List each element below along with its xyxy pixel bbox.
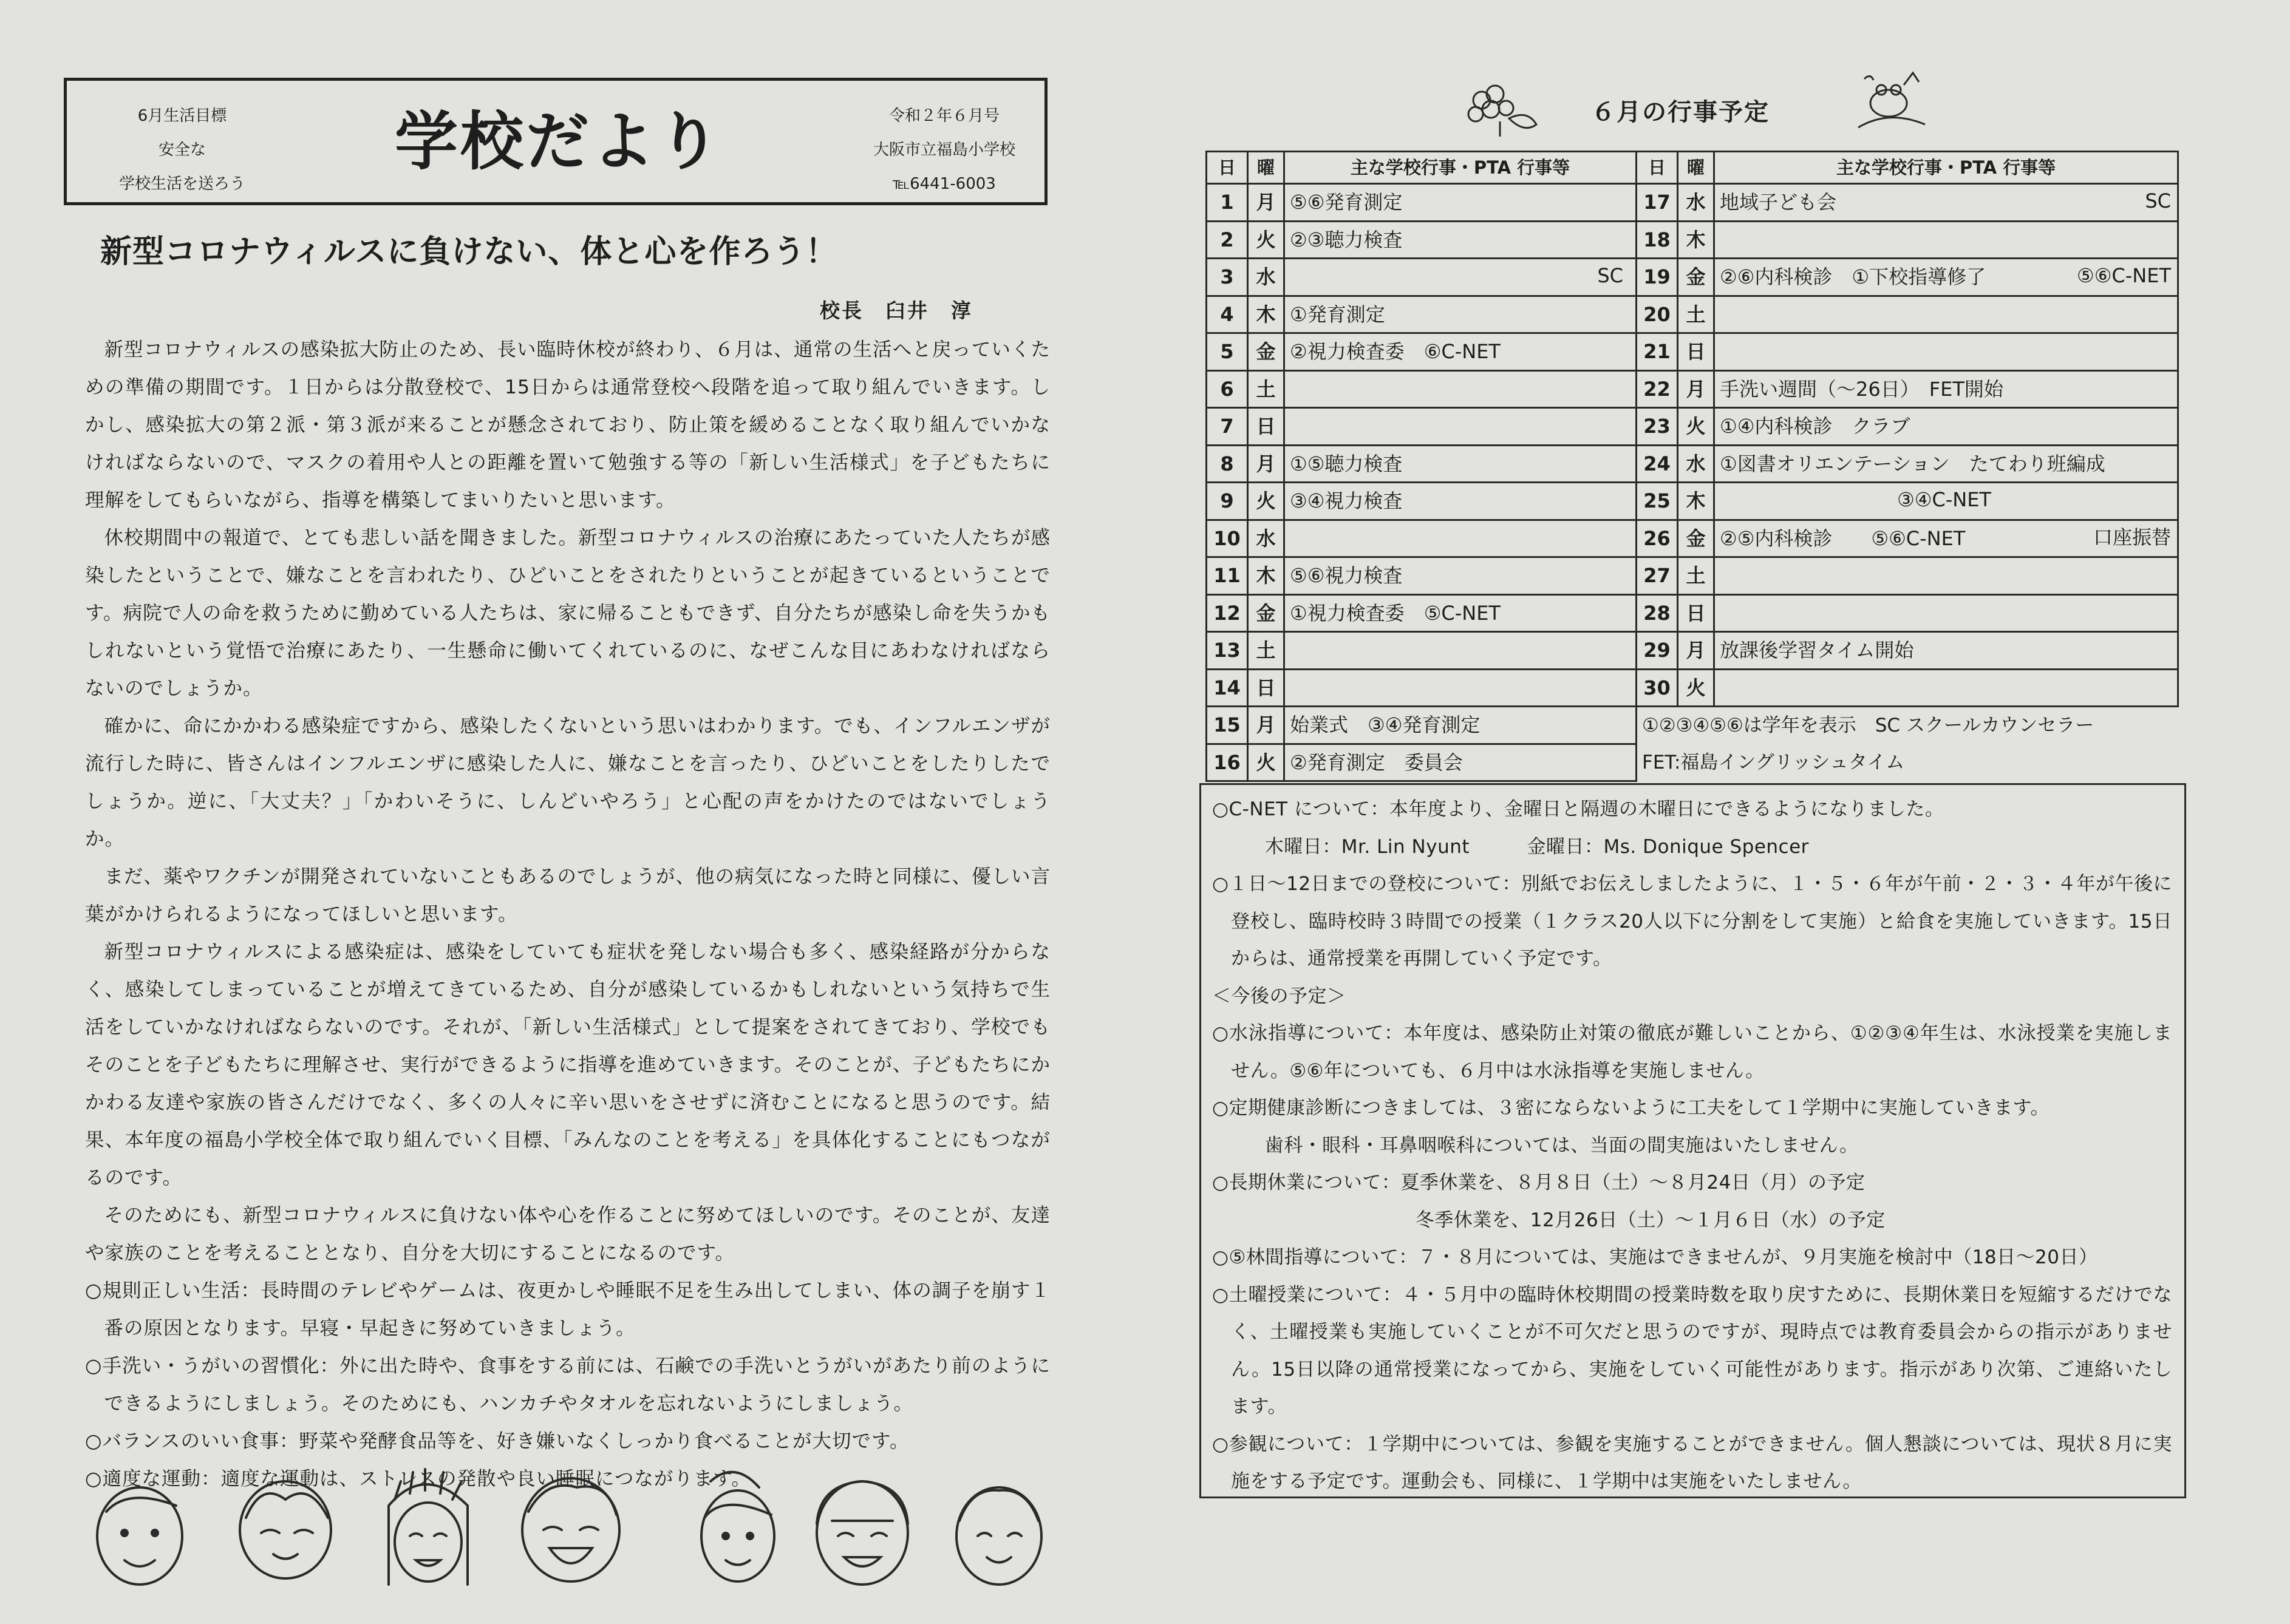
article-paragraph: 休校期間中の報道で、とても悲しい話を聞きました。新型コロナウィルスの治療にあたっていた人たちが感染したということで、嫌なことを言われたり、ひどいことをされたりということが起きているということです。病院で人の命を救うために勤めている人たちは、家に帰ることもできず、自分たちが感染し命を失うかもしれないという覚悟で治療にあたり、一生懸命に働いてくれているのに、なぜこんな目にあわなければならないのでしょうか。 [85,527,1051,699]
masthead [64,78,1048,205]
schedule-event [1714,520,2178,557]
header-events: 主な学校行事・PTA 行事等 [1714,152,2178,184]
schedule-event-text: ①視力検査委 ⑤C-NET [1290,601,1501,625]
schedule-event-text: 放課後学習タイム開始 [1720,639,1914,662]
schedule-weekday: 木 [1248,557,1284,595]
schedule-event-text: ⑤⑥視力検査 [1290,564,1403,588]
schedule-event [1284,370,1637,408]
schedule-day: 12 [1207,594,1248,632]
schedule-row [1207,483,2178,520]
schedule-day: 27 [1637,557,1678,595]
schedule-event [1284,483,1637,520]
schedule-event [1714,333,2178,371]
schedule-body [1207,184,2178,781]
health-tip: ○バランスのいい食事：野菜や発酵食品等を、好き嫌いなくしっかり食べることが大切です。 [85,1430,910,1452]
header-day: 日 [1207,152,1248,184]
schedule-row [1207,445,2178,483]
health-tip: ○規則正しい生活：長時間のテレビやゲームは、夜更かしや睡眠不足を生み出してしまい、体の調子を崩す１番の原因となります。早寝・早起きに努めていきましょう。 [85,1280,1051,1339]
schedule-day: 25 [1637,483,1678,520]
notice-health-sub: 歯科・眼科・耳鼻咽喉科については、当面の間実施はいたしません。 [1264,1134,1859,1157]
notices-box [1199,783,2186,1498]
schedule-row [1207,520,2178,557]
schedule-event-text: ①④内科検診 クラブ [1720,415,1910,438]
schedule-event-text: ③④視力検査 [1290,489,1403,513]
schedule-day: 17 [1637,184,1678,222]
schedule-row [1207,632,2178,670]
schedule-weekday: 火 [1248,744,1284,781]
schedule-event [1714,445,2178,483]
child-face-icon [701,1472,774,1582]
schedule-extra-event: ⑤⑥C-NET [2077,264,2171,287]
child-face-icon [389,1469,468,1585]
schedule-event-text: ⑤⑥発育測定 [1290,191,1403,214]
schedule-weekday: 水 [1248,520,1284,557]
schedule-event [1284,259,1637,296]
notice-cnet: ○C-NET について：本年度より、金曜日と隔週の木曜日にできるようになりました。 [1212,798,1944,820]
schedule-day: 23 [1637,408,1678,446]
schedule-event [1714,594,2178,632]
schedule-weekday: 土 [1248,632,1284,670]
schedule-weekday: 月 [1248,445,1284,483]
schedule-event-text: 始業式 ③④発育測定 [1290,713,1481,737]
schedule-day: 28 [1637,594,1678,632]
schedule-day: 16 [1207,744,1248,781]
health-tip: ○適度な運動：適度な運動は、ストレスの発散や良い睡眠につながります。 [85,1468,751,1490]
schedule-weekday: 日 [1678,594,1714,632]
schedule-weekday: 金 [1678,520,1714,557]
schedule-event [1714,370,2178,408]
schedule-day: 5 [1207,333,1248,371]
schedule-event [1714,184,2178,222]
schedule-event [1284,408,1637,446]
schedule-weekday: 金 [1248,333,1284,371]
notice-camp: ○⑤林間指導について：７・８月については、実施はできませんが、９月実施を検討中（18日～20日） [1212,1246,2098,1268]
issue-info [856,99,1032,201]
schedule-weekday: 木 [1678,483,1714,520]
school-name: 大阪市立福島小学校 [873,141,1015,159]
schedule-extra-event: SC [2145,189,2171,212]
schedule-weekday: 月 [1248,707,1284,744]
schedule-weekday: 水 [1248,259,1284,296]
schedule-day: 2 [1207,221,1248,259]
article-body [85,331,1051,1498]
schedule-day: 14 [1207,669,1248,707]
goal-title: 6月生活目標 [137,107,227,125]
schedule-title: ６月の行事予定 [1591,98,1770,126]
header-day: 日 [1637,152,1678,184]
schedule-event [1284,632,1637,670]
child-face-icon [956,1487,1041,1585]
schedule-day: 1 [1207,184,1248,222]
schedule-sc-mark: SC [1597,264,1623,287]
header-weekday: 曜 [1678,152,1714,184]
schedule-event-text: ②発育測定 委員会 [1290,750,1463,774]
schedule-event [1714,669,2178,707]
schedule-event [1284,445,1637,483]
schedule-weekday: 金 [1248,594,1284,632]
schedule-weekday: 月 [1678,370,1714,408]
article-headline: 新型コロナウィルスに負けない、体と心を作ろう！ [100,234,838,270]
schedule-day: 30 [1637,669,1678,707]
schedule-event [1714,259,2178,296]
schedule-day: 22 [1637,370,1678,408]
child-face-icon [240,1481,331,1578]
goal-line-2: 学校生活を送ろう [118,175,245,193]
schedule-row [1207,333,2178,371]
header-events: 主な学校行事・PTA 行事等 [1284,152,1637,184]
newsletter-title: 学校だより [395,104,723,178]
hydrangea-icon [1457,73,1542,140]
notice-cnet-teachers: 木曜日：Mr. Lin Nyunt 金曜日：Ms. Donique Spencer [1264,835,1809,858]
article-paragraph: まだ、薬やワクチンが開発されていないこともあるのでしょうが、他の病気になった時と同様に、優しい言葉がかけられるようになってほしいと思います。 [85,866,1051,925]
schedule-day: 24 [1637,445,1678,483]
schedule-event [1284,221,1637,259]
schedule-event [1284,184,1637,222]
schedule-event [1284,520,1637,557]
schedule-row [1207,221,2178,259]
schedule-weekday: 火 [1248,221,1284,259]
notice-future-heading: ＜今後の予定＞ [1212,985,1346,1007]
schedule-event [1284,557,1637,595]
schedule-event-text: ①⑤聴力検査 [1290,452,1403,475]
schedule-day: 29 [1637,632,1678,670]
children-faces-illustration [91,1463,1063,1597]
child-face-icon [522,1478,619,1582]
article-paragraph: 確かに、命にかかわる感染症ですから、感染したくないという思いはわかります。でも、インフルエンザが流行した時に、皆さんはインフルエンザに感染した人に、嫌なことを言ったり、ひどいことをしたりしたでしょうか。逆に、「大丈夫？」「かわいそうに、しんどいやろう」と心配の声をかけたのではないでしょうか。 [85,715,1051,850]
schedule-event [1714,557,2178,595]
schedule-day: 20 [1637,296,1678,333]
frog-icon [1846,67,1931,140]
schedule-table [1205,151,2179,782]
schedule-row [1207,184,2178,222]
schedule-event [1284,333,1637,371]
schedule-event [1284,744,1637,781]
schedule-row [1207,370,2178,408]
schedule-weekday: 日 [1248,408,1284,446]
schedule-row [1207,744,2178,781]
schedule-header-row [1207,152,2178,184]
issue-date: 令和２年６月号 [888,107,1000,125]
notice-vacation: ○長期休業について：夏季休業を、８月８日（土）～８月24日（月）の予定 [1212,1172,1866,1194]
schedule-event-text: ②視力検査委 ⑥C-NET [1290,340,1501,364]
schedule-event [1284,296,1637,333]
notice-vacation-winter: 冬季休業を、12月26日（土）～１月６日（水）の予定 [1415,1209,1886,1231]
school-phone: ℡6441-6003 [893,175,996,193]
schedule-weekday: 土 [1678,557,1714,595]
schedule-weekday: 木 [1678,221,1714,259]
schedule-day: 15 [1207,707,1248,744]
schedule-weekday: 日 [1248,669,1284,707]
notice-visits: ○参観について：１学期中については、参観を実施することができません。個人懇談については、現状８月に実施をする予定です。運動会も、同様に、１学期中は実施をいたしません。 [1212,1433,2172,1492]
schedule-event [1714,632,2178,670]
article-paragraph: そのためにも、新型コロナウィルスに負けない体や心を作ることに努めてほしいのです。そのことが、友達や家族のことを考えることとなり、自分を大切にすることになるのです。 [85,1204,1051,1264]
schedule-event [1284,707,1637,744]
schedule-event-text: 地域子ども会 [1720,191,1837,214]
child-face-icon [817,1481,908,1585]
schedule-event [1284,594,1637,632]
schedule-event [1284,669,1637,707]
schedule-event-text: ①図書オリエンテーション たてわり班編成 [1720,452,2105,475]
schedule-event-text: 手洗い週間（～26日） FET開始 [1720,377,2003,401]
schedule-event [1714,408,2178,446]
schedule-day: 26 [1637,520,1678,557]
schedule-weekday: 火 [1678,408,1714,446]
schedule-extra-event: ③④C-NET [1897,488,1991,511]
schedule-row [1207,669,2178,707]
schedule-day: 3 [1207,259,1248,296]
schedule-event-text: ②③聴力検査 [1290,228,1403,251]
schedule-weekday: 火 [1248,483,1284,520]
goal-line-1: 安全な [158,141,206,159]
schedule-day: 8 [1207,445,1248,483]
schedule-day: 21 [1637,333,1678,371]
notice-health: ○定期健康診断につきましては、３密にならないように工夫をして１学期中に実施していきます。 [1212,1097,2050,1119]
schedule-day: 6 [1207,370,1248,408]
schedule-weekday: 日 [1678,333,1714,371]
schedule-event [1714,483,2178,520]
schedule-weekday: 土 [1248,370,1284,408]
schedule-weekday: 木 [1248,296,1284,333]
schedule-row [1207,557,2178,595]
article-paragraph: 新型コロナウィルスによる感染症は、感染をしていても症状を発しない場合も多く、感染経路が分からなく、感染してしまっていることが増えてきているため、自分が感染しているかもしれないという気持ちで生活をしていかなければならないのです。それが、「新しい生活様式」として提案をされてきており、学校でもそのことを子どもたちに理解させ、実行ができるように指導を進めていきます。そのことが、子どもたちにかかわる友達や家族の皆さんだけでなく、多くの人々に辛い思いをさせずに済むことになると思うのです。結果、本年度の福島小学校全体で取り組んでいく目標、「みんなのことを考える」を具体化することにもつながるのです。 [85,941,1051,1189]
schedule-event [1714,296,2178,333]
monthly-goal [91,99,273,201]
health-tip: ○手洗い・うがいの習慣化：外に出た時や、食事をする前には、石鹸での手洗いとうがいがあたり前のようにできるようにしましょう。そのためにも、ハンカチやタオルを忘れないようにしましょう。 [85,1355,1051,1415]
article-paragraph: 新型コロナウィルスの感染拡大防止のため、長い臨時休校が終わり、６月は、通常の生活へと戻っていくための準備の期間です。１日からは分散登校で、15日からは通常登校へ段階を追って取り組んでいきます。しかし、感染拡大の第２派・第３派が来ることが懸念されており、防止策を緩めることなく取り組んでいかなければならないので、マスクの着用や人との距離を置いて勉強する等の「新しい生活様式」を子どもたちに理解をしてもらいながら、指導を構築してまいりたいと思います。 [85,339,1051,511]
schedule-event [1714,221,2178,259]
schedule-weekday: 月 [1678,632,1714,670]
notice-saturday: ○土曜授業について：４・５月中の臨時休校期間の授業時数を取り戻すために、長期休業日を短縮するだけでなく、土曜授業も実施していくことが不可欠だと思うのですが、現時点では教育委員会からの指示がありません。15日以降の通常授業になってから、実施をしていく可能性があります。指示があり次第、ご連絡いたします。 [1212,1283,2172,1418]
schedule-weekday: 金 [1678,259,1714,296]
schedule-day: 18 [1637,221,1678,259]
schedule-weekday: 土 [1678,296,1714,333]
schedule-day: 11 [1207,557,1248,595]
header-weekday: 曜 [1248,152,1284,184]
schedule-legend-line-1: ①②③④⑤⑥は学年を表示 SC スクールカウンセラー [1637,707,2178,744]
schedule-event-text: ②⑤内科検診 ⑤⑥C-NET [1720,526,1966,550]
schedule-row [1207,594,2178,632]
schedule-day: 13 [1207,632,1248,670]
child-face-icon [97,1487,182,1585]
schedule-row [1207,408,2178,446]
schedule-row [1207,296,2178,333]
schedule-day: 9 [1207,483,1248,520]
schedule-day: 19 [1637,259,1678,296]
notice-swimming: ○水泳指導について：本年度は、感染防止対策の徹底が難しいことから、①②③④年生は、水泳授業を実施しません。⑤⑥年についても、６月中は水泳指導を実施しません。 [1212,1022,2172,1082]
schedule-weekday: 月 [1248,184,1284,222]
schedule-event-text: ②⑥内科検診 ①下校指導修了 [1720,265,1986,289]
schedule-row [1207,259,2178,296]
article-author: 校長 臼井 淳 [820,299,973,322]
schedule-legend-line-2: FET:福島イングリッシュタイム [1637,744,2178,781]
schedule-row [1207,707,2178,744]
schedule-day: 7 [1207,408,1248,446]
schedule-weekday: 水 [1678,445,1714,483]
schedule-day: 4 [1207,296,1248,333]
notice-attendance: ○１日～12日までの登校について：別紙でお伝えしましたように、１・５・６年が午前・２・３・４年が午後に登校し、臨時校時３時間での授業（１クラス20人以下に分割をして実施）と給食を実施していきます。15日からは、通常授業を再開していく予定です。 [1212,873,2172,970]
schedule-weekday: 火 [1678,669,1714,707]
schedule-event-text: ①発育測定 [1290,302,1385,326]
schedule-day: 10 [1207,520,1248,557]
schedule-extra-event: 口座振替 [2093,525,2171,549]
schedule-weekday: 水 [1678,184,1714,222]
